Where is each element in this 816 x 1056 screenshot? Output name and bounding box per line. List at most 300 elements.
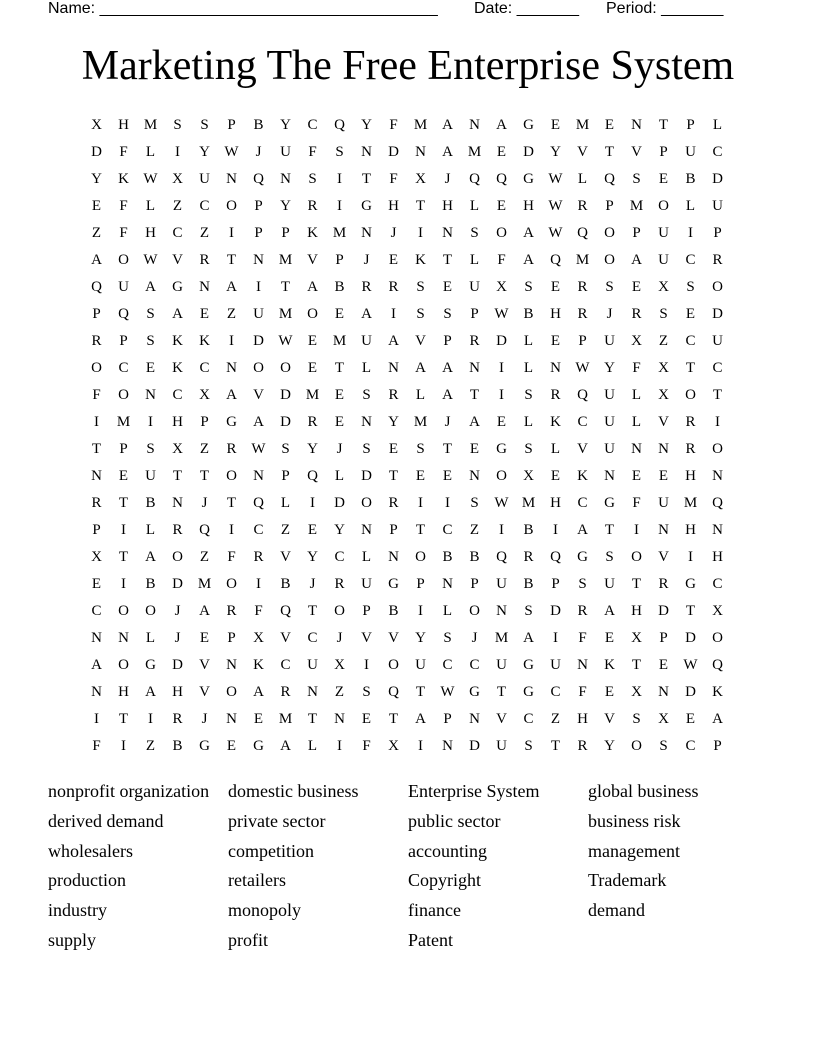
grid-cell[interactable]: P xyxy=(470,576,479,592)
grid-cell[interactable]: A xyxy=(712,711,723,727)
grid-cell[interactable]: U xyxy=(604,441,615,457)
grid-cell[interactable]: N xyxy=(415,144,426,160)
grid-cell[interactable]: Y xyxy=(550,144,561,160)
grid-cell[interactable]: D xyxy=(280,414,291,430)
grid-cell[interactable]: A xyxy=(442,387,453,403)
grid-cell[interactable]: O xyxy=(226,198,237,214)
grid-cell[interactable]: P xyxy=(713,225,722,241)
grid-cell[interactable]: T xyxy=(334,360,345,376)
grid-cell[interactable]: Q xyxy=(280,603,291,619)
grid-cell[interactable]: L xyxy=(361,549,372,565)
grid-cell[interactable]: A xyxy=(226,279,237,295)
grid-cell[interactable]: X xyxy=(253,630,264,646)
grid-cell[interactable]: W xyxy=(494,306,509,322)
grid-cell[interactable]: C xyxy=(442,657,453,673)
grid-cell[interactable]: D xyxy=(334,495,345,511)
grid-cell[interactable]: C xyxy=(685,738,696,754)
grid-cell[interactable]: H xyxy=(685,522,696,538)
grid-cell[interactable]: R xyxy=(577,198,588,214)
grid-cell[interactable]: C xyxy=(199,360,210,376)
grid-cell[interactable]: J xyxy=(201,495,208,511)
grid-cell[interactable]: E xyxy=(550,333,561,349)
grid-cell[interactable]: V xyxy=(388,630,399,646)
grid-cell[interactable]: B xyxy=(280,576,291,592)
grid-cell[interactable]: M xyxy=(413,414,428,430)
grid-cell[interactable]: E xyxy=(307,522,318,538)
grid-cell[interactable]: A xyxy=(604,603,615,619)
grid-cell[interactable]: C xyxy=(307,117,318,133)
grid-cell[interactable]: B xyxy=(469,549,480,565)
grid-cell[interactable]: E xyxy=(91,576,102,592)
grid-cell[interactable]: J xyxy=(174,603,181,619)
grid-cell[interactable]: Y xyxy=(388,414,399,430)
grid-cell[interactable]: R xyxy=(199,252,210,268)
grid-cell[interactable]: U xyxy=(415,657,426,673)
grid-cell[interactable]: A xyxy=(307,279,318,295)
grid-cell[interactable]: E xyxy=(658,171,669,187)
grid-cell[interactable]: I xyxy=(148,711,153,727)
grid-cell[interactable]: Z xyxy=(172,198,183,214)
grid-cell[interactable]: J xyxy=(309,576,316,592)
grid-cell[interactable]: J xyxy=(174,630,181,646)
grid-cell[interactable]: R xyxy=(388,279,399,295)
grid-cell[interactable]: N xyxy=(658,684,669,700)
grid-cell[interactable]: K xyxy=(199,333,210,349)
grid-cell[interactable]: N xyxy=(469,711,480,727)
grid-cell[interactable]: S xyxy=(686,279,695,295)
grid-cell[interactable]: A xyxy=(415,360,426,376)
grid-cell[interactable]: G xyxy=(523,117,534,133)
grid-cell[interactable]: C xyxy=(685,252,696,268)
grid-cell[interactable]: A xyxy=(442,144,453,160)
grid-cell[interactable]: L xyxy=(145,522,156,538)
grid-cell[interactable]: X xyxy=(631,333,642,349)
grid-cell[interactable]: T xyxy=(631,576,642,592)
grid-cell[interactable]: I xyxy=(337,738,342,754)
grid-cell[interactable]: T xyxy=(280,279,291,295)
grid-cell[interactable]: F xyxy=(119,225,128,241)
grid-cell[interactable]: A xyxy=(280,738,291,754)
grid-cell[interactable]: N xyxy=(712,468,723,484)
grid-cell[interactable]: R xyxy=(523,549,534,565)
grid-cell[interactable]: N xyxy=(226,657,237,673)
grid-cell[interactable]: O xyxy=(496,225,507,241)
grid-cell[interactable]: T xyxy=(685,360,696,376)
grid-cell[interactable]: F xyxy=(119,144,128,160)
grid-cell[interactable]: V xyxy=(496,711,507,727)
grid-cell[interactable]: E xyxy=(496,414,507,430)
grid-cell[interactable]: G xyxy=(523,684,534,700)
grid-cell[interactable]: M xyxy=(278,252,293,268)
grid-cell[interactable]: K xyxy=(172,333,183,349)
grid-cell[interactable]: S xyxy=(443,306,452,322)
grid-cell[interactable]: U xyxy=(280,144,291,160)
grid-cell[interactable]: L xyxy=(550,441,561,457)
grid-cell[interactable]: Q xyxy=(334,117,345,133)
grid-cell[interactable]: R xyxy=(172,522,183,538)
grid-cell[interactable]: C xyxy=(712,576,723,592)
grid-cell[interactable]: L xyxy=(145,144,156,160)
grid-cell[interactable]: Z xyxy=(199,441,210,457)
grid-cell[interactable]: S xyxy=(659,738,668,754)
grid-cell[interactable]: O xyxy=(118,387,129,403)
grid-cell[interactable]: Q xyxy=(469,171,480,187)
grid-cell[interactable]: E xyxy=(226,738,237,754)
grid-cell[interactable]: P xyxy=(443,333,452,349)
grid-cell[interactable]: U xyxy=(496,738,507,754)
grid-cell[interactable]: W xyxy=(494,495,509,511)
period-field-label[interactable]: Period: _______ xyxy=(606,0,724,17)
grid-cell[interactable]: C xyxy=(550,684,561,700)
grid-cell[interactable]: P xyxy=(92,522,101,538)
grid-cell[interactable]: H xyxy=(685,468,696,484)
grid-cell[interactable]: B xyxy=(442,549,453,565)
grid-cell[interactable]: L xyxy=(145,630,156,646)
grid-cell[interactable]: I xyxy=(418,495,423,511)
grid-cell[interactable]: I xyxy=(229,522,234,538)
grid-cell[interactable]: L xyxy=(631,387,642,403)
grid-cell[interactable]: Q xyxy=(550,252,561,268)
grid-cell[interactable]: T xyxy=(442,441,453,457)
grid-cell[interactable]: L xyxy=(334,468,345,484)
grid-cell[interactable]: W xyxy=(224,144,239,160)
grid-cell[interactable]: U xyxy=(712,198,723,214)
grid-cell[interactable]: A xyxy=(253,684,264,700)
grid-cell[interactable]: N xyxy=(199,279,210,295)
grid-cell[interactable]: J xyxy=(336,441,343,457)
grid-cell[interactable]: N xyxy=(604,468,615,484)
grid-cell[interactable]: Q xyxy=(118,306,129,322)
grid-cell[interactable]: C xyxy=(118,360,129,376)
grid-cell[interactable]: M xyxy=(278,711,293,727)
grid-cell[interactable]: P xyxy=(335,252,344,268)
grid-cell[interactable]: S xyxy=(524,441,533,457)
grid-cell[interactable]: E xyxy=(550,279,561,295)
grid-cell[interactable]: D xyxy=(172,576,183,592)
grid-cell[interactable]: O xyxy=(685,387,696,403)
grid-cell[interactable]: P xyxy=(119,333,128,349)
grid-cell[interactable]: H xyxy=(550,495,561,511)
grid-cell[interactable]: T xyxy=(307,603,318,619)
grid-cell[interactable]: I xyxy=(148,414,153,430)
grid-cell[interactable]: A xyxy=(226,387,237,403)
grid-cell[interactable]: M xyxy=(629,198,644,214)
grid-cell[interactable]: P xyxy=(362,603,371,619)
grid-cell[interactable]: U xyxy=(496,576,507,592)
grid-cell[interactable]: K xyxy=(172,360,183,376)
grid-cell[interactable]: L xyxy=(469,198,480,214)
grid-cell[interactable]: X xyxy=(91,117,102,133)
grid-cell[interactable]: X xyxy=(658,711,669,727)
grid-cell[interactable]: A xyxy=(172,306,183,322)
grid-cell[interactable]: T xyxy=(91,441,102,457)
grid-cell[interactable]: U xyxy=(145,468,156,484)
grid-cell[interactable]: S xyxy=(362,684,371,700)
grid-cell[interactable]: S xyxy=(146,441,155,457)
grid-cell[interactable]: Z xyxy=(334,684,345,700)
grid-cell[interactable]: R xyxy=(91,333,102,349)
grid-cell[interactable]: L xyxy=(523,360,534,376)
grid-cell[interactable]: A xyxy=(442,360,453,376)
grid-cell[interactable]: S xyxy=(146,306,155,322)
grid-cell[interactable]: T xyxy=(442,252,453,268)
grid-cell[interactable]: M xyxy=(521,495,536,511)
grid-cell[interactable]: O xyxy=(280,360,291,376)
grid-cell[interactable]: S xyxy=(578,576,587,592)
grid-cell[interactable]: O xyxy=(118,657,129,673)
grid-cell[interactable]: P xyxy=(551,576,560,592)
grid-cell[interactable]: R xyxy=(577,306,588,322)
grid-cell[interactable]: A xyxy=(631,252,642,268)
grid-cell[interactable]: L xyxy=(712,117,723,133)
grid-cell[interactable]: R xyxy=(577,279,588,295)
grid-cell[interactable]: L xyxy=(145,198,156,214)
grid-cell[interactable]: Z xyxy=(145,738,156,754)
grid-cell[interactable]: Q xyxy=(577,225,588,241)
grid-cell[interactable]: E xyxy=(145,360,156,376)
grid-cell[interactable]: C xyxy=(91,603,102,619)
grid-cell[interactable]: Z xyxy=(658,333,669,349)
grid-cell[interactable]: N xyxy=(361,522,372,538)
grid-cell[interactable]: X xyxy=(658,279,669,295)
grid-cell[interactable]: K xyxy=(415,252,426,268)
grid-cell[interactable]: F xyxy=(362,738,371,754)
grid-cell[interactable]: H xyxy=(118,684,129,700)
grid-cell[interactable]: P xyxy=(632,225,641,241)
grid-cell[interactable]: I xyxy=(688,225,693,241)
grid-cell[interactable]: X xyxy=(172,441,183,457)
grid-cell[interactable]: X xyxy=(415,171,426,187)
grid-cell[interactable]: O xyxy=(226,684,237,700)
grid-cell[interactable]: P xyxy=(686,117,695,133)
grid-cell[interactable]: V xyxy=(658,549,669,565)
grid-cell[interactable]: D xyxy=(172,657,183,673)
grid-cell[interactable]: B xyxy=(523,522,534,538)
grid-cell[interactable]: M xyxy=(413,117,428,133)
grid-cell[interactable]: I xyxy=(256,576,261,592)
grid-cell[interactable]: I xyxy=(121,522,126,538)
grid-cell[interactable]: I xyxy=(715,414,720,430)
grid-cell[interactable]: H xyxy=(550,306,561,322)
grid-cell[interactable]: A xyxy=(469,414,480,430)
grid-cell[interactable]: Y xyxy=(280,117,291,133)
grid-cell[interactable]: T xyxy=(307,711,318,727)
grid-cell[interactable]: R xyxy=(334,576,345,592)
grid-cell[interactable]: R xyxy=(91,495,102,511)
grid-cell[interactable]: S xyxy=(416,279,425,295)
grid-cell[interactable]: G xyxy=(469,684,480,700)
grid-cell[interactable]: Q xyxy=(91,279,102,295)
grid-cell[interactable]: X xyxy=(334,657,345,673)
grid-cell[interactable]: Z xyxy=(280,522,291,538)
grid-cell[interactable]: V xyxy=(253,387,264,403)
grid-cell[interactable]: G xyxy=(253,738,264,754)
grid-cell[interactable]: F xyxy=(92,738,101,754)
grid-cell[interactable]: D xyxy=(469,738,480,754)
grid-cell[interactable]: A xyxy=(145,684,156,700)
grid-cell[interactable]: G xyxy=(388,576,399,592)
grid-cell[interactable]: T xyxy=(118,549,129,565)
grid-cell[interactable]: T xyxy=(118,495,129,511)
grid-cell[interactable]: Q xyxy=(307,468,318,484)
grid-cell[interactable]: A xyxy=(415,711,426,727)
grid-cell[interactable]: Y xyxy=(280,198,291,214)
grid-cell[interactable]: N xyxy=(469,117,480,133)
grid-cell[interactable]: C xyxy=(280,657,291,673)
grid-cell[interactable]: N xyxy=(361,414,372,430)
grid-cell[interactable]: E xyxy=(334,387,345,403)
grid-cell[interactable]: C xyxy=(469,657,480,673)
grid-cell[interactable]: V xyxy=(658,414,669,430)
grid-cell[interactable]: R xyxy=(226,441,237,457)
grid-cell[interactable]: X xyxy=(658,360,669,376)
grid-cell[interactable]: P xyxy=(389,522,398,538)
grid-cell[interactable]: N xyxy=(469,468,480,484)
grid-cell[interactable]: G xyxy=(199,738,210,754)
grid-cell[interactable]: Z xyxy=(550,711,561,727)
grid-cell[interactable]: U xyxy=(469,279,480,295)
grid-cell[interactable]: N xyxy=(388,549,399,565)
grid-cell[interactable]: L xyxy=(307,738,318,754)
grid-cell[interactable]: U xyxy=(496,657,507,673)
grid-cell[interactable]: J xyxy=(444,414,451,430)
grid-cell[interactable]: W xyxy=(548,198,563,214)
grid-cell[interactable]: E xyxy=(604,630,615,646)
grid-cell[interactable]: L xyxy=(631,414,642,430)
grid-cell[interactable]: N xyxy=(550,360,561,376)
grid-cell[interactable]: S xyxy=(362,387,371,403)
grid-cell[interactable]: M xyxy=(332,333,347,349)
grid-cell[interactable]: V xyxy=(577,441,588,457)
grid-cell[interactable]: R xyxy=(280,684,291,700)
grid-cell[interactable]: K xyxy=(712,684,723,700)
grid-cell[interactable]: C xyxy=(523,711,534,727)
grid-cell[interactable]: P xyxy=(227,117,236,133)
grid-cell[interactable]: H xyxy=(712,549,723,565)
grid-cell[interactable]: P xyxy=(281,225,290,241)
grid-cell[interactable]: Z xyxy=(199,225,210,241)
grid-cell[interactable]: A xyxy=(91,657,102,673)
grid-cell[interactable]: N xyxy=(226,360,237,376)
grid-cell[interactable]: N xyxy=(307,684,318,700)
grid-cell[interactable]: U xyxy=(658,252,669,268)
grid-cell[interactable]: Y xyxy=(334,522,345,538)
grid-cell[interactable]: V xyxy=(415,333,426,349)
grid-cell[interactable]: P xyxy=(659,630,668,646)
grid-cell[interactable]: P xyxy=(92,306,101,322)
grid-cell[interactable]: G xyxy=(226,414,237,430)
grid-cell[interactable]: C xyxy=(307,630,318,646)
grid-cell[interactable]: A xyxy=(496,117,507,133)
grid-cell[interactable]: U xyxy=(118,279,129,295)
grid-cell[interactable]: A xyxy=(523,225,534,241)
grid-cell[interactable]: T xyxy=(172,468,183,484)
grid-cell[interactable]: C xyxy=(334,549,345,565)
grid-cell[interactable]: E xyxy=(631,279,642,295)
grid-cell[interactable]: Y xyxy=(415,630,426,646)
grid-cell[interactable]: D xyxy=(712,171,723,187)
grid-cell[interactable]: N xyxy=(172,495,183,511)
grid-cell[interactable]: E xyxy=(631,468,642,484)
grid-cell[interactable]: P xyxy=(605,198,614,214)
grid-cell[interactable]: I xyxy=(229,225,234,241)
grid-cell[interactable]: E xyxy=(91,198,102,214)
grid-cell[interactable]: F xyxy=(578,684,587,700)
grid-cell[interactable]: J xyxy=(390,225,397,241)
grid-cell[interactable]: U xyxy=(604,576,615,592)
grid-cell[interactable]: I xyxy=(688,549,693,565)
grid-cell[interactable]: L xyxy=(469,252,480,268)
grid-cell[interactable]: J xyxy=(336,630,343,646)
grid-cell[interactable]: E xyxy=(415,468,426,484)
grid-cell[interactable]: K xyxy=(604,657,615,673)
grid-cell[interactable]: R xyxy=(361,279,372,295)
grid-cell[interactable]: Y xyxy=(91,171,102,187)
grid-cell[interactable]: T xyxy=(496,684,507,700)
grid-cell[interactable]: V xyxy=(280,549,291,565)
grid-cell[interactable]: M xyxy=(494,630,509,646)
grid-cell[interactable]: R xyxy=(469,333,480,349)
grid-cell[interactable]: K xyxy=(550,414,561,430)
grid-cell[interactable]: I xyxy=(364,657,369,673)
grid-cell[interactable]: S xyxy=(416,306,425,322)
grid-cell[interactable]: N xyxy=(442,738,453,754)
grid-cell[interactable]: N xyxy=(577,657,588,673)
grid-cell[interactable]: T xyxy=(712,387,723,403)
grid-cell[interactable]: E xyxy=(307,360,318,376)
grid-cell[interactable]: O xyxy=(226,576,237,592)
grid-cell[interactable]: S xyxy=(524,738,533,754)
grid-cell[interactable]: U xyxy=(604,414,615,430)
grid-cell[interactable]: O xyxy=(388,657,399,673)
grid-cell[interactable]: U xyxy=(253,306,264,322)
grid-cell[interactable]: E xyxy=(388,441,399,457)
grid-cell[interactable]: N xyxy=(388,360,399,376)
grid-cell[interactable]: R xyxy=(631,306,642,322)
grid-cell[interactable]: B xyxy=(253,117,264,133)
grid-cell[interactable]: M xyxy=(143,117,158,133)
grid-cell[interactable]: P xyxy=(713,738,722,754)
grid-cell[interactable]: N xyxy=(442,225,453,241)
grid-cell[interactable]: E xyxy=(442,279,453,295)
grid-cell[interactable]: T xyxy=(631,657,642,673)
grid-cell[interactable]: A xyxy=(145,279,156,295)
grid-cell[interactable]: C xyxy=(577,414,588,430)
grid-cell[interactable]: E xyxy=(658,468,669,484)
grid-cell[interactable]: G xyxy=(604,495,615,511)
grid-cell[interactable]: N xyxy=(226,171,237,187)
grid-cell[interactable]: N xyxy=(361,144,372,160)
grid-cell[interactable]: Q xyxy=(496,549,507,565)
grid-cell[interactable]: P xyxy=(443,711,452,727)
grid-cell[interactable]: R xyxy=(388,495,399,511)
grid-cell[interactable]: L xyxy=(361,360,372,376)
grid-cell[interactable]: V xyxy=(280,630,291,646)
grid-cell[interactable]: S xyxy=(659,306,668,322)
grid-cell[interactable]: N xyxy=(496,603,507,619)
grid-cell[interactable]: B xyxy=(172,738,183,754)
grid-cell[interactable]: P xyxy=(200,414,209,430)
grid-cell[interactable]: E xyxy=(496,198,507,214)
grid-cell[interactable]: V xyxy=(307,252,318,268)
grid-cell[interactable]: N xyxy=(658,522,669,538)
grid-cell[interactable]: T xyxy=(469,387,480,403)
grid-cell[interactable]: X xyxy=(712,603,723,619)
grid-cell[interactable]: E xyxy=(361,711,372,727)
grid-cell[interactable]: Q xyxy=(199,522,210,538)
grid-cell[interactable]: O xyxy=(415,549,426,565)
grid-cell[interactable]: F xyxy=(389,117,398,133)
